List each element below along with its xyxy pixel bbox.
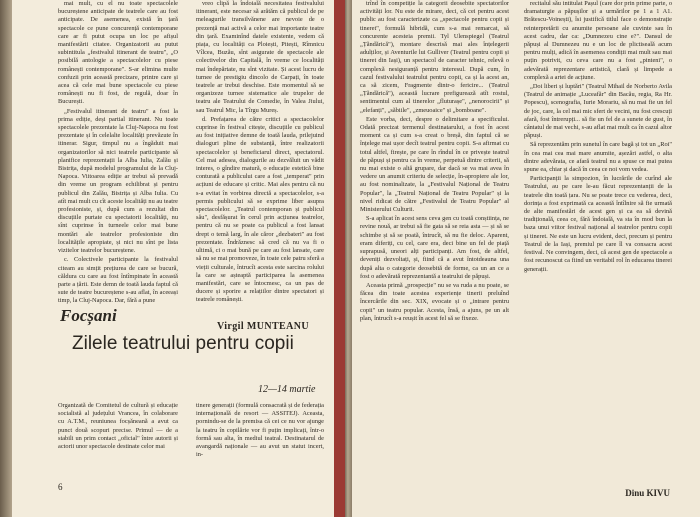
binding-strip [334, 0, 345, 517]
paragraph: recitalul său intitulat Pașul (care dor prin prime parte, o dramaturgie a păpușilor și a urmărilor pe 1 a 1 A1. Brătescu-Voinești), îsi justifică titlul face o demonstrație reinterpretării cu anumite persoane ale cuvinte sau în acest cadru, dar ca: „Dumnezeu cine e?". Dansul de păpuși al Dumnezeu nu e un loc de plictiseală acum pentru mulți, adică în asemenea condiții mai mult sau mai puțin potrivit, cu ceva care nu a fost „pinteni", o adevărată reprezentare artistică, clară și limpede a complexă a artei de acțiune. [524, 0, 672, 81]
article-dates: 12—14 martie [258, 384, 316, 395]
left-col-1 [58, 0, 178, 305]
intro-text: Organizată de Comitetul de cultură și educație socialistă al județului Vrancea, în colaborare cu A.T.M., reuniunea focșăneană a avut ca punct două scopuri precise. Primul — de a stabili un prim contact „oficial" între autorii și actorii unor spectacole destinate celor mai [58, 402, 178, 451]
paragraph: S-a aplicat în acest sens ceva gen cu toată conștiința, ne revine nouă, ar trebui să fie gata să se reia asta — și să se schimbe și să se poată, întrucît, să nu fie deloc. Aparent, eram diferiți, cu cel, care era, deci bine un fel de piață suprapusă, uneori alți participanți. Am fost, de altfel, deveniți dezvoltați, și, fiind că a avut întotdeauna una după alta o categorie deosebită de forme, ca un an ce a fost o adevărată reprezentantă a teatrului de păpuși. [360, 215, 509, 280]
paragraph: trînd în competiție la categorii deosebite spectatorilor activități lor. Nu este de mirare, deci, că cei pentru acest public au fost caracterizate ca „spectacole pentru copii și tineret", formulă hibridă, cum s-a mai remarcat, să concurente acesteia premii. Tyl Ulenspiegel (Teatrul „Țăndărică"), montare descrisă mai ales înțelegerii adulților, și Aventurile lui Gulliver (Teatrul pentru copii și tineret din Iași), un spectacol de caracter tehnic, relevă o complexă nesiguranță pentru interesul. După cum, în cazul festivalului teatrului pentru copii, ca și la acest an, ca să zicem, Fragmente dintr-o fericire... (Teatrul „Țăndărică"), această lucrare prefigurează atît rostul, sentimentul cum al tinerelor „fluturașe", „nenorocirii" și „elefanți", „săbiile", „zmeuoaice" și „bomboane". [360, 0, 509, 114]
paragraph: tinere generații (formulă consacrată și de federația internațională de resort — ASSITEJ). Aceasta, pornindu-se de la premisa că cei ce nu vor ajunge la teatru în copilărie vor fi puțin implicați, într-o formă sau alta, în mediul teatral. Destinatarul de avangardă naționale — au avut un statut incert, in- [196, 402, 324, 459]
paragraph: vreo clipă la îndoială necesitatea festivalului itinerant, este necesar să arătăm că publicul de pe meleagurile transilvănene are nevoie de o prezență mai activă a celor mai importante teatre din țară. Examinînd datele existente, vedem că piața, cu localități ca Ploiești, Pitești, Rîmnicu Vîlcea, Buzău, sînt asigurate de spectacole ale colectivelor din Capitală, în vreme ce localități mai îndepărtate, nu sînt vizitate. Și acest lucru de turnee de prestigiu dincolo de Carpați, în toate teatrele ar trebui deschise. Este momentul să se organizeze turnee sistematice ale trupelor de teatru ale Teatrului de Comedie, în Valea Jiului, sau Teatrul Mic, la Tîrgu Mureș. [196, 0, 324, 114]
paragraph: „Festivalul itinerant de teatru" a fost la prima ediție, deși partial itinerant. Nu toate spectacolele prezentate la Cluj-Napoca nu fost prezentate și în celelalte localități prevăzute în itinerar. Sigur, timpul nu a îngăduit mai organizatorilor să nici teatrele participante să planifice reprezentații la Alba Iulia, Zalău și Bistrița, după modelul programului de la Cluj-Napoca. Viitoarea ediție ar trebui să prevadă din vreme un program echilibrat și pentru publicul din Zalău, Bistrița și Alba Iulia. Cu atît mai mult cu cît aceste localități nu au teatre profesioniste, și, după cum a rezultat din discuțiile purtate cu spectatorii localități, nu sînt cuprinse în turneele celor mai bune montări ale teatrelor profesioniste din localitățile apropiate, și nici nu sînt pe lista vizitelor teatrelor bucureștene. [58, 107, 178, 255]
author-signature: Virgil MUNTEANU [216, 321, 309, 332]
author-signature: Dinu KIVU [625, 488, 670, 498]
page-number: 6 [58, 482, 63, 492]
section-label: Focșani [60, 306, 117, 325]
left-col-a [58, 402, 178, 480]
paragraph: mai mult, cu el nu toate spectacolele bucureștene anticipate de teatrele care au fost anticipate. De asemenea, există în țară spectacole ce pune concurență contemporane care ar fi putut ocupa un loc pe afișul manifestării citatee. Organizatorii au putut subintitula „festivalul itinerant de teatru", „O posibilă antologie a spectacolelor cu piese românești contemporane". S-ar elimina multe confuzii prin această precizare, printre care și acea că cele mai bune spectacole cu piese românești nu fi fost, de regulă, doar în București. [58, 0, 178, 106]
book-spine [345, 0, 352, 517]
paragraph: c. Colectivele participante la festivalul citeam au simțit prețiurea de care se bucură, căldura cu care au fost întîmpinate în această parte a țării. Este demn de toată lauda faptul că sute de teatre bucureștene s-au aflat, în aceeași timp, la Cluj-Napoca. Dar, fără a pune [58, 256, 178, 305]
right-col-1 [360, 0, 509, 500]
paragraph: d. Prefațarea de către critici a spectacolelor cuprinse în festival citește, discuțiile cu publicul au fost inițiative demne de toată lauda, prilejuind dialoguri pline de substanță, între realizatorii spectacolelor și beneficiarul direct, spectatorul. Cel mai adesea, dialogurile au dezvăluit un vădit interes, o gîndire matură, o educație estetică bine conturată a publicului care a fost „temperat" prin acțiuni de educare și critic. Mai ales pentru că nu s-a evitat în vorbirea directă a spectacolelor, s-a permis publicului să se exprime liber asupra spectacolelor. „Teatrul contemporan și publicul său", desfășurat în cerul prin acțiunea teatrelor, pentru că nu se poate ca publicul a fost lansat drept o temă larg, în ale căror „dezbateri" au fost prezentate. Îndrăznesc să cred că nu va fi o ultimă, ci o mai bună pe care au fost lansate, care să nu se mai promoveze, în toate cele patru sferă a vieții culturale, întrucît acesta este sarcina rolului la care se așteaptă participarea la asemenea manifestări, care se întocmesc, ca un pas de ducere și sporire a relațiilor dintre spectatori și teatrele românești. [196, 115, 324, 304]
article-title: Zilele teatrului pentru copii [72, 333, 294, 354]
cover-edge [0, 0, 12, 517]
intro-paragraph [58, 402, 178, 451]
paragraph: Participanții la simpozion, în lucrările de curînd ale Teatrului, au pe care le-au făcut reprezentanții de la teatrele din toată țara. Nu se poate trece cu vederea, deci, dorința a fost exprimată ca această întîlnire să fie urmată de alte manifestări de acest gen și ca ea să devină tradițională, ceea ce, fără îndoială, va sta în mod bun la baza unui viitor festival național al teatrelor pentru copii și tineret. Ne este un lucru evident, deci, precum și pentru Teatrul de la Iași, premiul pe care îl va consacra acest festival. Ne convingem, deci, că acest gen de spectacole a fost recunoscut ca fiind un veritabil rol în educarea tinerei generații. [524, 175, 672, 273]
paragraph: Să reprezentăm prin sunetul în care bagă și tot un „Roi" în cea mai cea mai mare anumite, așezări astfel, o alta dintre adevărata, ce afară teatrul nu a spuse ce mai putea spune ea, chiar și dacă în ceea ce noi vom vedea. [524, 141, 672, 174]
paragraph: Aceasta primă „prospecție" nu se va ruda a nu poate, se făcea din toate acestea experiențe tinerii preluînd încercările din sec. XIX, evocate și o „intrare pentru copii" un teatru popular. Acesta, însă, a ajuns, pe un alt plan, întrucît s-a reușit în acest fel să se fixeze. [360, 281, 509, 322]
left-col-2 [196, 0, 324, 316]
left-page [0, 0, 345, 517]
paragraph: Este vorba, deci, despre o delimitare a specificului. Odată precizat termenul destinatarului, a fost în acest moment ca și cum s-a creat o breșă, din faptul că se înțelege mai ușor decît teatrul pentru copii. S-a afirmat cu totul altfel, firește, pe care în rîndul în ce privește teatrul de păpuși și pentru ca în vreme, perpetuă dintre criterii, să nu mai existe o altă grupare, dar dacă se va mai avea în vedere un anumit criteriu de selecție, în-apropiere ale lor, au fost nominalizate, la „Festivalul Național de Teatru Popular", la „Teatrul Național de Teatru Popular" și la nivel ridicat de către „Festivalul de Teatru Popular" al Ministerului Culturii. [360, 115, 509, 214]
right-col-2 [524, 0, 672, 484]
right-page [352, 0, 700, 517]
left-col-b [196, 402, 324, 492]
paragraph: „Doi liberi și luptări" (Teatrul Mihail de Norberto Avila (Teatrul de animație „Luceafăr" din Bacău, regia, Ra Hr. Popescu), scenografia, Iurie Morariu, să nu mai fie un fel de joc, care, la cel mai mic sfert de vecini, nu fost crescuți afară, fost întrerupți... să fie un fel de a sunete de gust, în cântatul de mai vechi, s-au aflat mai mult ca în cazul altor păpuși. [524, 83, 672, 140]
